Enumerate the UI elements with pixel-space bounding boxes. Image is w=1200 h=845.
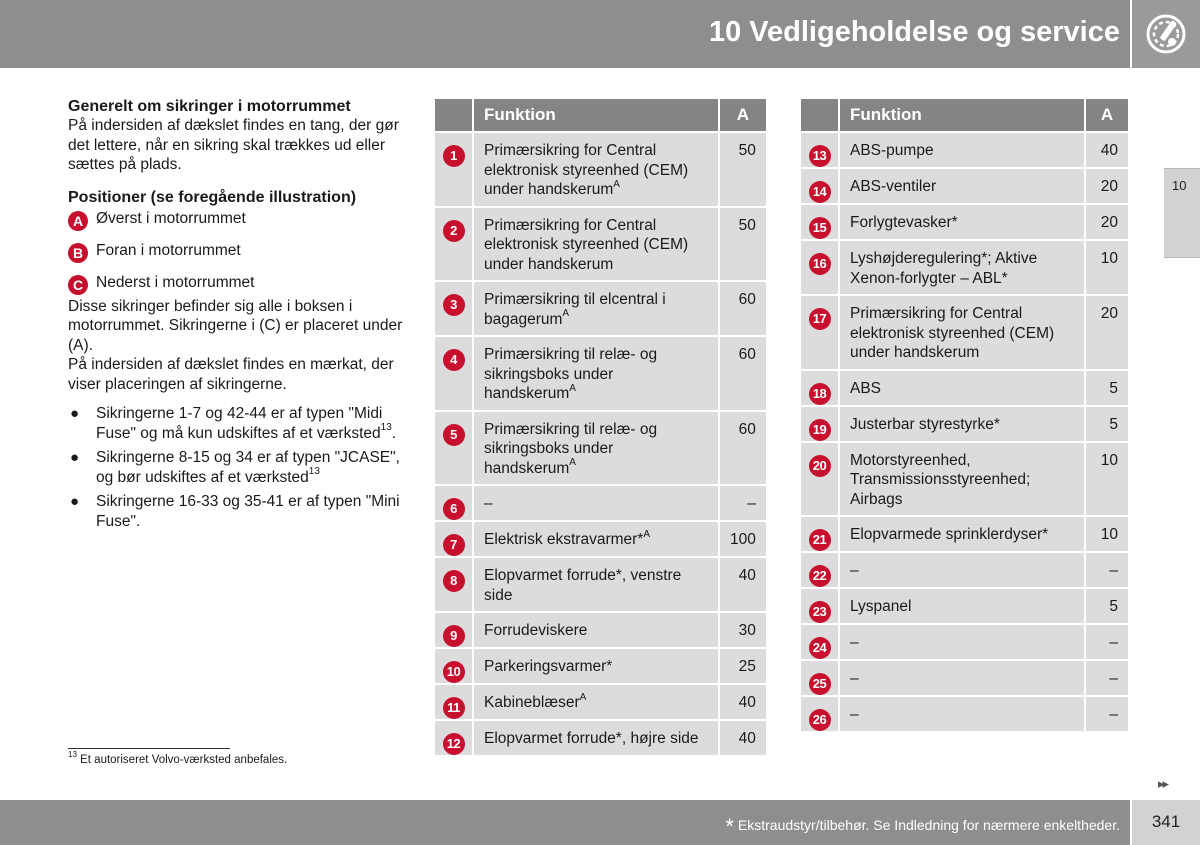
fuse-function-cell xyxy=(472,486,718,520)
table-header-row xyxy=(801,99,1128,131)
position-text: Nederst i motorrummet xyxy=(96,273,255,291)
fuse-function-text: – xyxy=(850,670,859,687)
fuse-number-cell xyxy=(801,517,838,551)
bullet-icon: ● xyxy=(70,405,80,422)
fuse-table-2 xyxy=(801,97,1128,733)
fuse-function-cell xyxy=(838,371,1084,405)
fuse-number-badge: 20 xyxy=(809,455,831,477)
fuse-amp-cell: 5 xyxy=(1084,371,1128,405)
table-row xyxy=(801,697,1128,731)
fuse-function-text: Primærsikring for Central elektronisk styreenhed (CEM) under handskerum xyxy=(484,216,689,273)
fuse-number-badge: 18 xyxy=(809,383,831,405)
fuse-function-note: A xyxy=(569,382,576,394)
fuse-number-badge: 13 xyxy=(809,145,831,167)
fuse-number-cell xyxy=(801,553,838,587)
table-row xyxy=(435,133,766,206)
fuse-number-cell xyxy=(435,282,472,335)
position-badge-icon: B xyxy=(68,243,88,263)
positions-heading: Positioner (se foregående illustration) xyxy=(68,188,357,206)
fuse-amp-cell: 25 xyxy=(718,649,766,683)
fuse-function-text: Kabineblæser xyxy=(484,694,580,711)
section-heading: Generelt om sikringer i motorrummet xyxy=(68,98,351,115)
fuse-number-badge: 16 xyxy=(809,253,831,275)
fuse-number-cell xyxy=(801,443,838,516)
bullet-list xyxy=(68,404,408,531)
fuse-amp-cell: – xyxy=(1084,661,1128,695)
fuse-function-cell xyxy=(472,685,718,719)
table-row xyxy=(435,208,766,281)
fuse-amp-cell: 10 xyxy=(1084,241,1128,294)
fuse-number-badge: 22 xyxy=(809,565,831,587)
fuse-function-note: A xyxy=(643,528,651,540)
bullet-text: Sikringerne 16-33 og 35-41 er af typen "Mini Fuse". xyxy=(96,493,400,530)
fuse-function-cell xyxy=(472,522,718,556)
table-row xyxy=(435,558,766,611)
fuse-function-text: Forrudeviskere xyxy=(484,622,588,639)
fuse-amp-cell: 20 xyxy=(1084,296,1128,369)
fuse-amp-cell: – xyxy=(1084,697,1128,731)
bullet-item xyxy=(68,404,408,443)
fuse-function-note: A xyxy=(579,691,587,703)
fuse-number-cell xyxy=(801,661,838,695)
footnote xyxy=(68,750,288,766)
fuse-number-cell xyxy=(801,133,838,167)
fuse-function-cell xyxy=(838,407,1084,441)
fuse-function-text: – xyxy=(850,706,859,723)
fuse-function-cell xyxy=(472,412,718,485)
fuse-number-cell xyxy=(435,522,472,556)
fuse-number-cell xyxy=(435,208,472,281)
fuse-amp-cell: 40 xyxy=(718,721,766,755)
intro-paragraph: På indersiden af dækslet findes en tang, der gør det lettere, når en sikring skal trækkes ud eller sættes på plads. xyxy=(68,117,399,173)
table-row xyxy=(435,282,766,335)
fuse-function-text: Primærsikring til elcentral i bagagerum xyxy=(484,291,666,328)
fuse-function-text: Primærsikring til relæ- og sikringsboks under handskerum xyxy=(484,346,658,402)
fuse-function-text: Lyshøjderegulering*; Aktive Xenon-forlygter – ABL* xyxy=(850,250,1038,287)
fuse-number-cell xyxy=(801,371,838,405)
bullet-text: Sikringerne 1-7 og 42-44 er af typen "Midi Fuse" og må kun udskiftes af et værksted xyxy=(96,405,383,442)
chapter-header xyxy=(0,0,1130,68)
footnote-text: Et autoriseret Volvo-værksted anbefales. xyxy=(80,754,288,766)
fuse-function-cell xyxy=(838,169,1084,203)
fuse-function-text: Elopvarmede sprinklerdyser* xyxy=(850,526,1049,543)
bullet-icon: ● xyxy=(70,449,80,466)
fuse-number-badge: 25 xyxy=(809,673,831,695)
fuse-number-badge: 15 xyxy=(809,217,831,239)
fuse-amp-cell: 5 xyxy=(1084,589,1128,623)
fuse-amp-cell: 40 xyxy=(718,685,766,719)
table-row xyxy=(801,169,1128,203)
fuse-amp-cell: – xyxy=(718,486,766,520)
fuse-function-text: Justerbar styrestyrke* xyxy=(850,415,1000,433)
table-row xyxy=(435,721,766,755)
fuse-function-text: Elopvarmet forrude*, venstre side xyxy=(484,567,682,604)
page-footer xyxy=(0,800,1130,845)
fuse-number-badge: 21 xyxy=(809,529,831,551)
table-row xyxy=(435,613,766,647)
fuse-number-cell xyxy=(435,558,472,611)
fuse-number-badge: 4 xyxy=(443,349,465,371)
bullet-item xyxy=(68,448,408,487)
table-row xyxy=(801,133,1128,167)
fuse-number-badge: 9 xyxy=(443,625,465,647)
positions-list xyxy=(68,209,408,297)
fuse-function-text: Motorstyreenhed, Transmissionsstyreenhed; Airbags xyxy=(850,451,1031,508)
fuse-function-cell xyxy=(472,721,718,755)
table-row xyxy=(435,412,766,485)
fuse-function-text: Forlygtevasker* xyxy=(850,214,958,231)
fuse-function-text: – xyxy=(484,495,493,512)
fuse-function-note: A xyxy=(569,457,576,469)
table-row xyxy=(801,205,1128,239)
fuse-function-cell xyxy=(838,553,1084,587)
fuse-amp-cell: – xyxy=(1084,553,1128,587)
table-row xyxy=(435,486,766,520)
fuse-function-text: Primærsikring for Central elektronisk styreenhed (CEM) under handskerum xyxy=(850,305,1055,361)
asterisk-icon: * xyxy=(725,814,734,839)
fuse-function-cell xyxy=(838,697,1084,731)
table-row xyxy=(801,407,1128,441)
side-tab-label: 10 xyxy=(1172,178,1187,193)
fuse-function-cell xyxy=(838,205,1084,239)
chapter-side-tab[interactable] xyxy=(1164,168,1200,258)
fuse-number-cell xyxy=(801,697,838,731)
fuse-number-cell xyxy=(801,241,838,294)
table-row xyxy=(801,443,1128,516)
table-header-row xyxy=(435,99,766,131)
fuse-number-cell xyxy=(801,589,838,623)
fuse-number-cell xyxy=(435,486,472,520)
fuse-function-note: A xyxy=(562,308,570,320)
page-number: 341 xyxy=(1132,800,1200,845)
fuse-number-cell xyxy=(801,625,838,659)
fuse-function-cell xyxy=(838,296,1084,369)
fuse-function-note: A xyxy=(613,178,620,190)
fuse-function-text: ABS-pumpe xyxy=(850,142,934,159)
fuse-number-cell xyxy=(801,407,838,441)
footnote-divider xyxy=(68,748,230,749)
bullet-suffix: . xyxy=(391,424,397,442)
fuse-function-cell xyxy=(472,558,718,611)
table-row xyxy=(801,553,1128,587)
fuse-amp-cell: 20 xyxy=(1084,169,1128,203)
fuse-function-text: Elopvarmet forrude*, højre side xyxy=(484,730,699,747)
fuse-number-badge: 11 xyxy=(443,697,465,719)
footer-note xyxy=(725,814,1120,840)
fuse-amp-cell: 40 xyxy=(718,558,766,611)
position-badge-icon: C xyxy=(68,275,88,295)
fuse-amp-cell: 10 xyxy=(1084,517,1128,551)
fuse-number-cell xyxy=(435,685,472,719)
fuse-number-badge: 3 xyxy=(443,294,465,316)
footnote-ref[interactable]: 13 xyxy=(308,466,320,478)
fuse-amp-cell: 100 xyxy=(718,522,766,556)
fuse-number-cell xyxy=(435,649,472,683)
table-row xyxy=(801,371,1128,405)
fuse-number-cell xyxy=(435,721,472,755)
position-text: Øverst i motorrummet xyxy=(96,209,246,227)
fuse-function-cell xyxy=(838,443,1084,516)
fuse-number-badge: 2 xyxy=(443,220,465,242)
fuse-function-cell xyxy=(472,613,718,647)
fuse-function-cell xyxy=(472,282,718,335)
fuse-amp-cell: 40 xyxy=(1084,133,1128,167)
fuse-amp-cell: 50 xyxy=(718,208,766,281)
header-function-cell: Funktion xyxy=(472,99,718,131)
fuse-function-text: ABS xyxy=(850,379,882,397)
table-row xyxy=(435,522,766,556)
fuse-amp-cell: 30 xyxy=(718,613,766,647)
fuse-number-cell xyxy=(435,613,472,647)
fuse-function-cell xyxy=(472,337,718,410)
paragraph: Disse sikringer befinder sig alle i boksen i motorrummet. Sikringerne i (C) er placeret under (A). xyxy=(68,297,403,354)
fuse-function-cell xyxy=(838,133,1084,167)
header-number-cell xyxy=(435,99,472,131)
fuse-number-badge: 23 xyxy=(809,601,831,623)
fuse-number-badge: 10 xyxy=(443,661,465,683)
table-row xyxy=(801,241,1128,294)
position-badge-icon: A xyxy=(68,211,88,231)
fuse-number-badge: 1 xyxy=(443,145,465,167)
fuse-amp-cell: 50 xyxy=(718,133,766,206)
table-row xyxy=(801,517,1128,551)
fuse-function-cell xyxy=(472,649,718,683)
fuse-function-cell xyxy=(472,208,718,281)
chapter-title: 10 Vedligeholdelse og service xyxy=(708,16,1120,48)
fuse-number-badge: 14 xyxy=(809,181,831,203)
table-row xyxy=(801,661,1128,695)
double-chevron-right-icon[interactable]: ▸▸ xyxy=(1158,776,1168,791)
fuse-function-cell xyxy=(472,133,718,206)
position-item xyxy=(68,273,408,297)
fuse-number-cell xyxy=(435,412,472,485)
fuse-function-cell xyxy=(838,661,1084,695)
position-item xyxy=(68,209,408,233)
fuse-function-cell xyxy=(838,517,1084,551)
table-row xyxy=(801,625,1128,659)
wrench-gear-icon xyxy=(1145,13,1187,55)
footer-note-text: Ekstraudstyr/tilbehør. Se Indledning for nærmere enkeltheder. xyxy=(737,817,1120,833)
fuse-function-cell xyxy=(838,625,1084,659)
fuse-number-cell xyxy=(435,337,472,410)
fuse-function-cell xyxy=(838,241,1084,294)
fuse-amp-cell: 60 xyxy=(718,412,766,485)
fuse-function-cell xyxy=(838,589,1084,623)
fuse-number-badge: 6 xyxy=(443,498,465,520)
left-text-column xyxy=(68,97,408,531)
fuse-number-badge: 12 xyxy=(443,733,465,755)
footnote-ref[interactable]: 13 xyxy=(380,422,392,434)
fuse-function-text: – xyxy=(850,562,859,579)
fuse-amp-cell: 10 xyxy=(1084,443,1128,516)
fuse-function-text: ABS-ventiler xyxy=(850,178,937,195)
fuse-function-text: Lyspanel xyxy=(850,598,912,615)
fuse-number-badge: 17 xyxy=(809,308,831,330)
fuse-table-1 xyxy=(435,97,766,757)
position-text: Foran i motorrummet xyxy=(96,241,241,259)
table-row xyxy=(801,589,1128,623)
paragraph: På indersiden af dækslet findes en mærkat, der viser placeringen af sikringerne. xyxy=(68,356,394,393)
fuse-number-cell xyxy=(801,205,838,239)
header-amp-cell: A xyxy=(718,99,766,131)
fuse-amp-cell: – xyxy=(1084,625,1128,659)
fuse-number-badge: 7 xyxy=(443,534,465,556)
fuse-amp-cell: 60 xyxy=(718,282,766,335)
table-row xyxy=(435,685,766,719)
table-row xyxy=(801,296,1128,369)
fuse-number-badge: 5 xyxy=(443,424,465,446)
fuse-number-cell xyxy=(801,296,838,369)
fuse-amp-cell: 5 xyxy=(1084,407,1128,441)
fuse-function-text: – xyxy=(850,634,859,651)
table-row xyxy=(435,337,766,410)
fuse-number-badge: 24 xyxy=(809,637,831,659)
fuse-number-badge: 19 xyxy=(809,419,831,441)
footnote-number: 13 xyxy=(68,750,77,760)
fuse-function-text: Elektrisk ekstravarmer* xyxy=(484,531,644,548)
fuse-number-badge: 8 xyxy=(443,570,465,592)
fuse-number-badge: 26 xyxy=(809,709,831,731)
fuse-function-text: Primærsikring til relæ- og sikringsboks under handskerum xyxy=(484,420,658,477)
bullet-icon: ● xyxy=(70,493,80,510)
chapter-icon-box xyxy=(1132,0,1200,68)
position-item xyxy=(68,241,408,265)
header-number-cell xyxy=(801,99,838,131)
fuse-amp-cell: 20 xyxy=(1084,205,1128,239)
fuse-amp-cell: 60 xyxy=(718,337,766,410)
table-row xyxy=(435,649,766,683)
bullet-item xyxy=(68,492,408,531)
header-function-cell: Funktion xyxy=(838,99,1084,131)
bullet-text: Sikringerne 8-15 og 34 er af typen "JCASE", og bør udskiftes af et værksted xyxy=(96,449,400,486)
fuse-number-cell xyxy=(801,169,838,203)
fuse-function-text: Parkeringsvarmer* xyxy=(484,658,613,675)
fuse-function-text: Primærsikring for Central elektronisk styreenhed (CEM) under handskerum xyxy=(484,142,689,198)
fuse-number-cell xyxy=(435,133,472,206)
header-amp-cell: A xyxy=(1084,99,1128,131)
